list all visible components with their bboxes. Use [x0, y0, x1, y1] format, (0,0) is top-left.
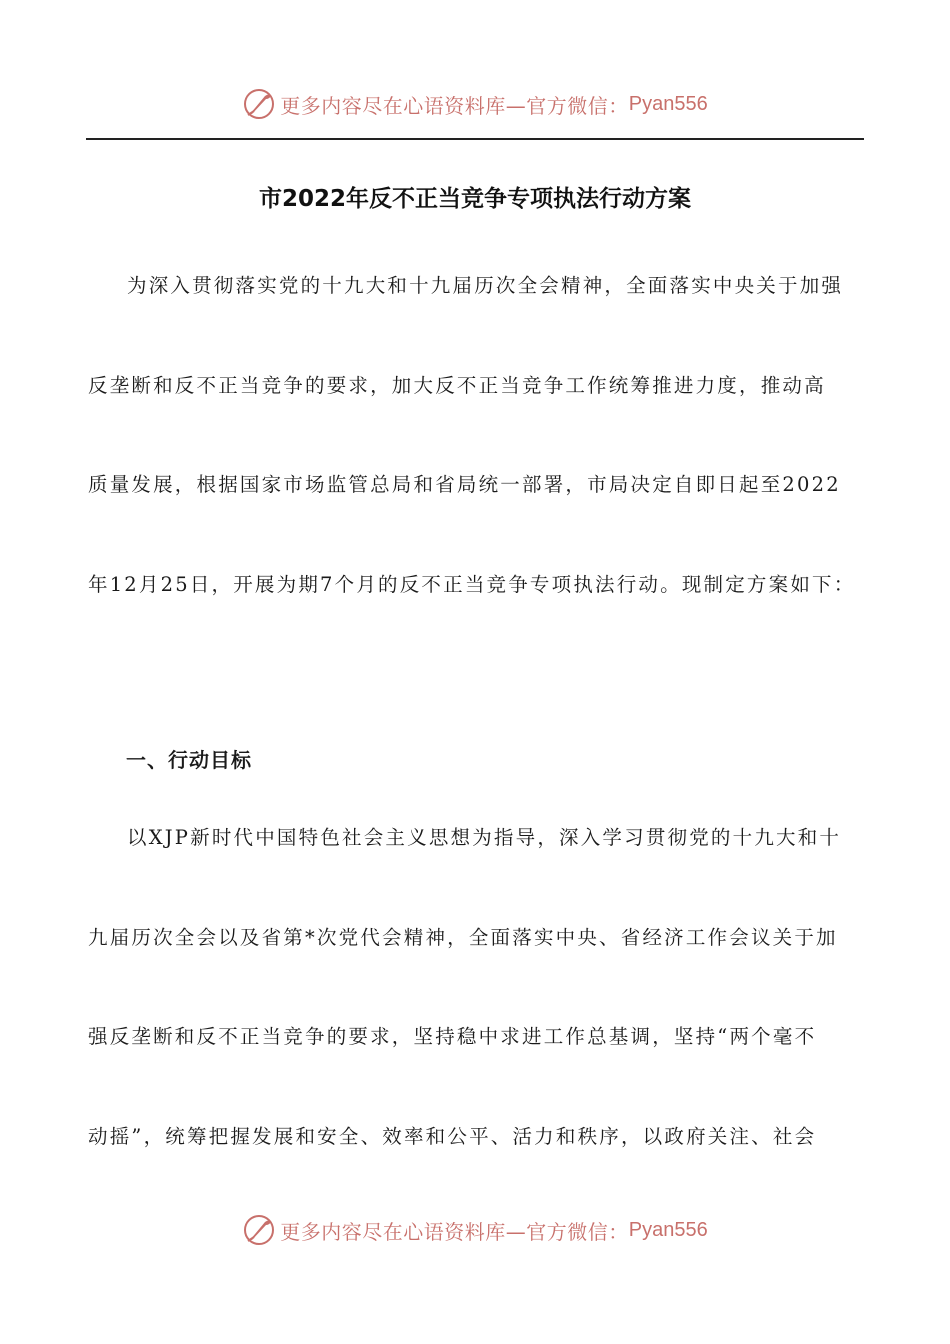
intro-line: 反垄断和反不正当竞争的要求，加大反不正当竞争工作统筹推进力度，推动高	[88, 373, 826, 397]
section-heading: 一、行动目标	[126, 748, 252, 772]
quill-pen-icon	[242, 87, 276, 121]
footer-banner	[0, 1210, 950, 1250]
section-line: 九届历次全会以及省第*次党代会精神，全面落实中央、省经济工作会议关于加	[88, 925, 838, 949]
intro-line: 质量发展，根据国家市场监管总局和省局统一部署，市局决定自即日起至2022	[88, 473, 841, 496]
intro-line: 为深入贯彻落实党的十九大和十九届历次全会精神，全面落实中央关于加强	[127, 274, 844, 297]
section-line: 动摇”，统筹把握发展和安全、效率和公平、活力和秩序，以政府关注、社会	[88, 1124, 817, 1148]
header-wechat-id: Pyan556	[628, 92, 708, 115]
footer-banner-text: 更多内容尽在心语资料库—官方微信：	[280, 1219, 629, 1244]
header-banner	[0, 84, 950, 124]
document-title: 市2022年反不正当竞争专项执法行动方案	[258, 186, 691, 212]
header-banner-text: 更多内容尽在心语资料库—官方微信：	[280, 93, 629, 118]
intro-paragraph	[88, 236, 864, 634]
section-line: 强反垄断和反不正当竞争的要求，坚持稳中求进工作总基调，坚持“两个毫不	[88, 1025, 817, 1048]
footer-wechat-id: Pyan556	[628, 1218, 708, 1241]
intro-line: 年12月25日，开展为期7个月的反不正当竞争专项执法行动。现制定方案如下：	[88, 572, 856, 596]
header-divider	[86, 138, 864, 140]
quill-pen-icon	[242, 1213, 276, 1247]
section-line: 以XJP新时代中国特色社会主义思想为指导，深入学习贯彻党的十九大和十	[127, 826, 842, 849]
section-paragraph	[88, 788, 864, 1186]
